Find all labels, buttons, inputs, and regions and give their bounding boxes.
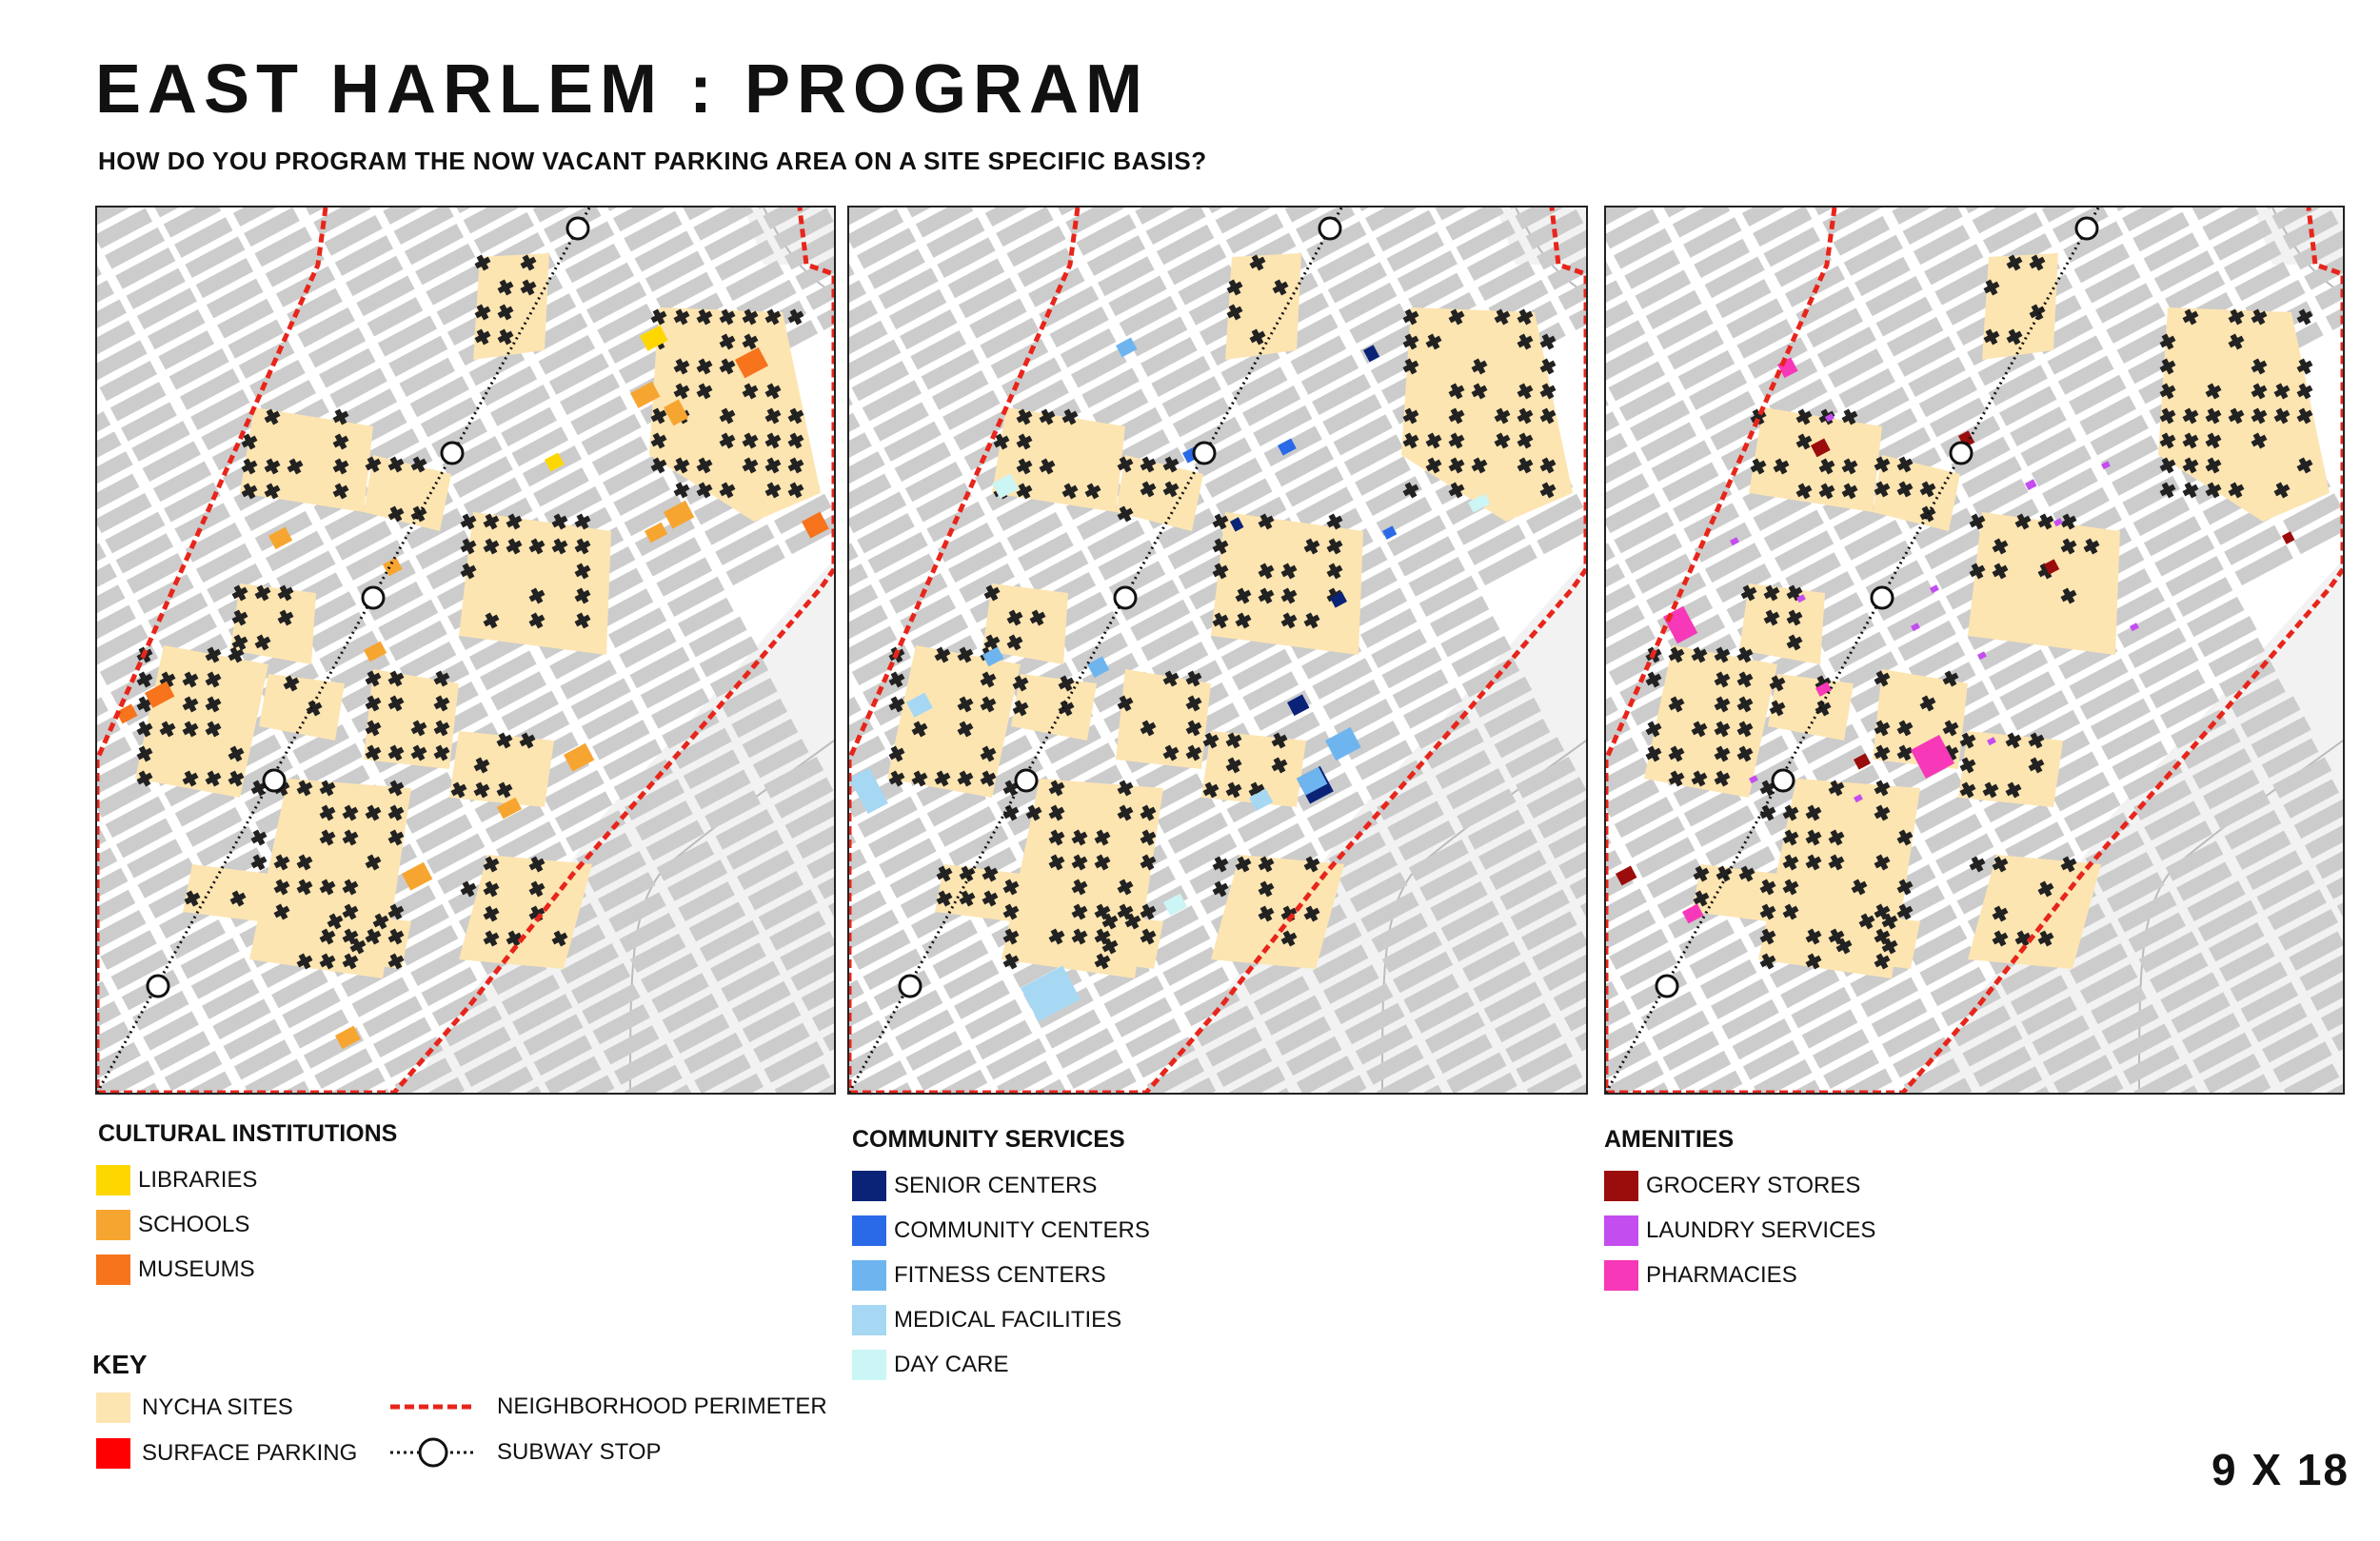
surface-parking-swatch: [96, 1438, 130, 1469]
day-care-swatch: [852, 1350, 886, 1380]
pharmacies-swatch: [1604, 1260, 1638, 1291]
subway-stop: [1656, 976, 1677, 997]
nycha-site: [1968, 512, 2120, 655]
map-cultural-institutions: [95, 206, 836, 1095]
subway-stop: [1773, 770, 1794, 791]
legend-heading-amenities: AMENITIES: [1604, 1126, 1735, 1153]
legend-item-museums: MUSEUMS: [96, 1254, 255, 1286]
map-community-services: [847, 206, 1588, 1095]
legend-item-libraries: LIBRARIES: [96, 1164, 257, 1196]
key-item-surface-parking: SURFACE PARKING: [96, 1437, 357, 1470]
perimeter-line-icon: [390, 1401, 476, 1413]
community-centers-swatch: [852, 1215, 886, 1246]
nycha-site: [183, 864, 268, 921]
subway-stop: [264, 770, 285, 791]
format-label: 9 X 18: [2211, 1445, 2350, 1494]
legend-item-senior-centers: SENIOR CENTERS: [852, 1170, 1097, 1202]
subway-stop: [2076, 218, 2097, 239]
subway-stop: [1194, 443, 1215, 464]
map-amenities: [1604, 206, 2345, 1095]
page-title: EAST HARLEM : PROGRAM: [95, 51, 1149, 128]
schools-swatch: [96, 1210, 130, 1240]
legend-item-pharmacies: PHARMACIES: [1604, 1259, 1797, 1292]
medical-facilities-swatch: [852, 1305, 886, 1335]
subway-stop: [442, 443, 463, 464]
legend-item-schools: SCHOOLS: [96, 1209, 249, 1241]
legend-heading-cultural: CULTURAL INSTITUTIONS: [98, 1120, 398, 1147]
laundry-services-swatch: [1604, 1215, 1638, 1246]
museums-swatch: [96, 1255, 130, 1285]
subway-stop: [567, 218, 588, 239]
subway-stop: [1115, 587, 1136, 608]
subway-stop-icon: [390, 1435, 476, 1470]
subway-stop: [1951, 443, 1972, 464]
subway-stop: [363, 587, 384, 608]
legend-item-community-centers: COMMUNITY CENTERS: [852, 1215, 1150, 1247]
key-item-nycha: NYCHA SITES: [96, 1392, 293, 1424]
senior-centers-swatch: [852, 1171, 886, 1201]
legend-heading-community: COMMUNITY SERVICES: [852, 1126, 1125, 1153]
subway-stop: [1872, 587, 1893, 608]
nycha-swatch: [96, 1393, 130, 1423]
subway-stop: [148, 976, 169, 997]
fitness-centers-swatch: [852, 1260, 886, 1291]
subway-stop: [1016, 770, 1037, 791]
legend-item-fitness-centers: FITNESS CENTERS: [852, 1259, 1106, 1292]
page-subtitle: HOW DO YOU PROGRAM THE NOW VACANT PARKING AREA ON A SITE SPECIFIC BASIS?: [98, 147, 1207, 175]
legend-item-grocery-stores: GROCERY STORES: [1604, 1170, 1860, 1202]
key-heading: KEY: [92, 1350, 148, 1379]
nycha-site: [1225, 253, 1301, 360]
nycha-site: [1211, 512, 1363, 655]
key-item-perimeter: NEIGHBORHOOD PERIMETER: [390, 1391, 827, 1423]
legend-item-medical-facilities: MEDICAL FACILITIES: [852, 1304, 1121, 1336]
nycha-site: [459, 512, 611, 655]
legend-item-laundry-services: LAUNDRY SERVICES: [1604, 1215, 1875, 1247]
libraries-swatch: [96, 1165, 130, 1195]
grocery-stores-swatch: [1604, 1171, 1638, 1201]
subway-stop: [1319, 218, 1340, 239]
key-item-subway: SUBWAY STOP: [390, 1435, 662, 1470]
subway-stop: [900, 976, 921, 997]
legend-item-day-care: DAY CARE: [852, 1349, 1008, 1381]
